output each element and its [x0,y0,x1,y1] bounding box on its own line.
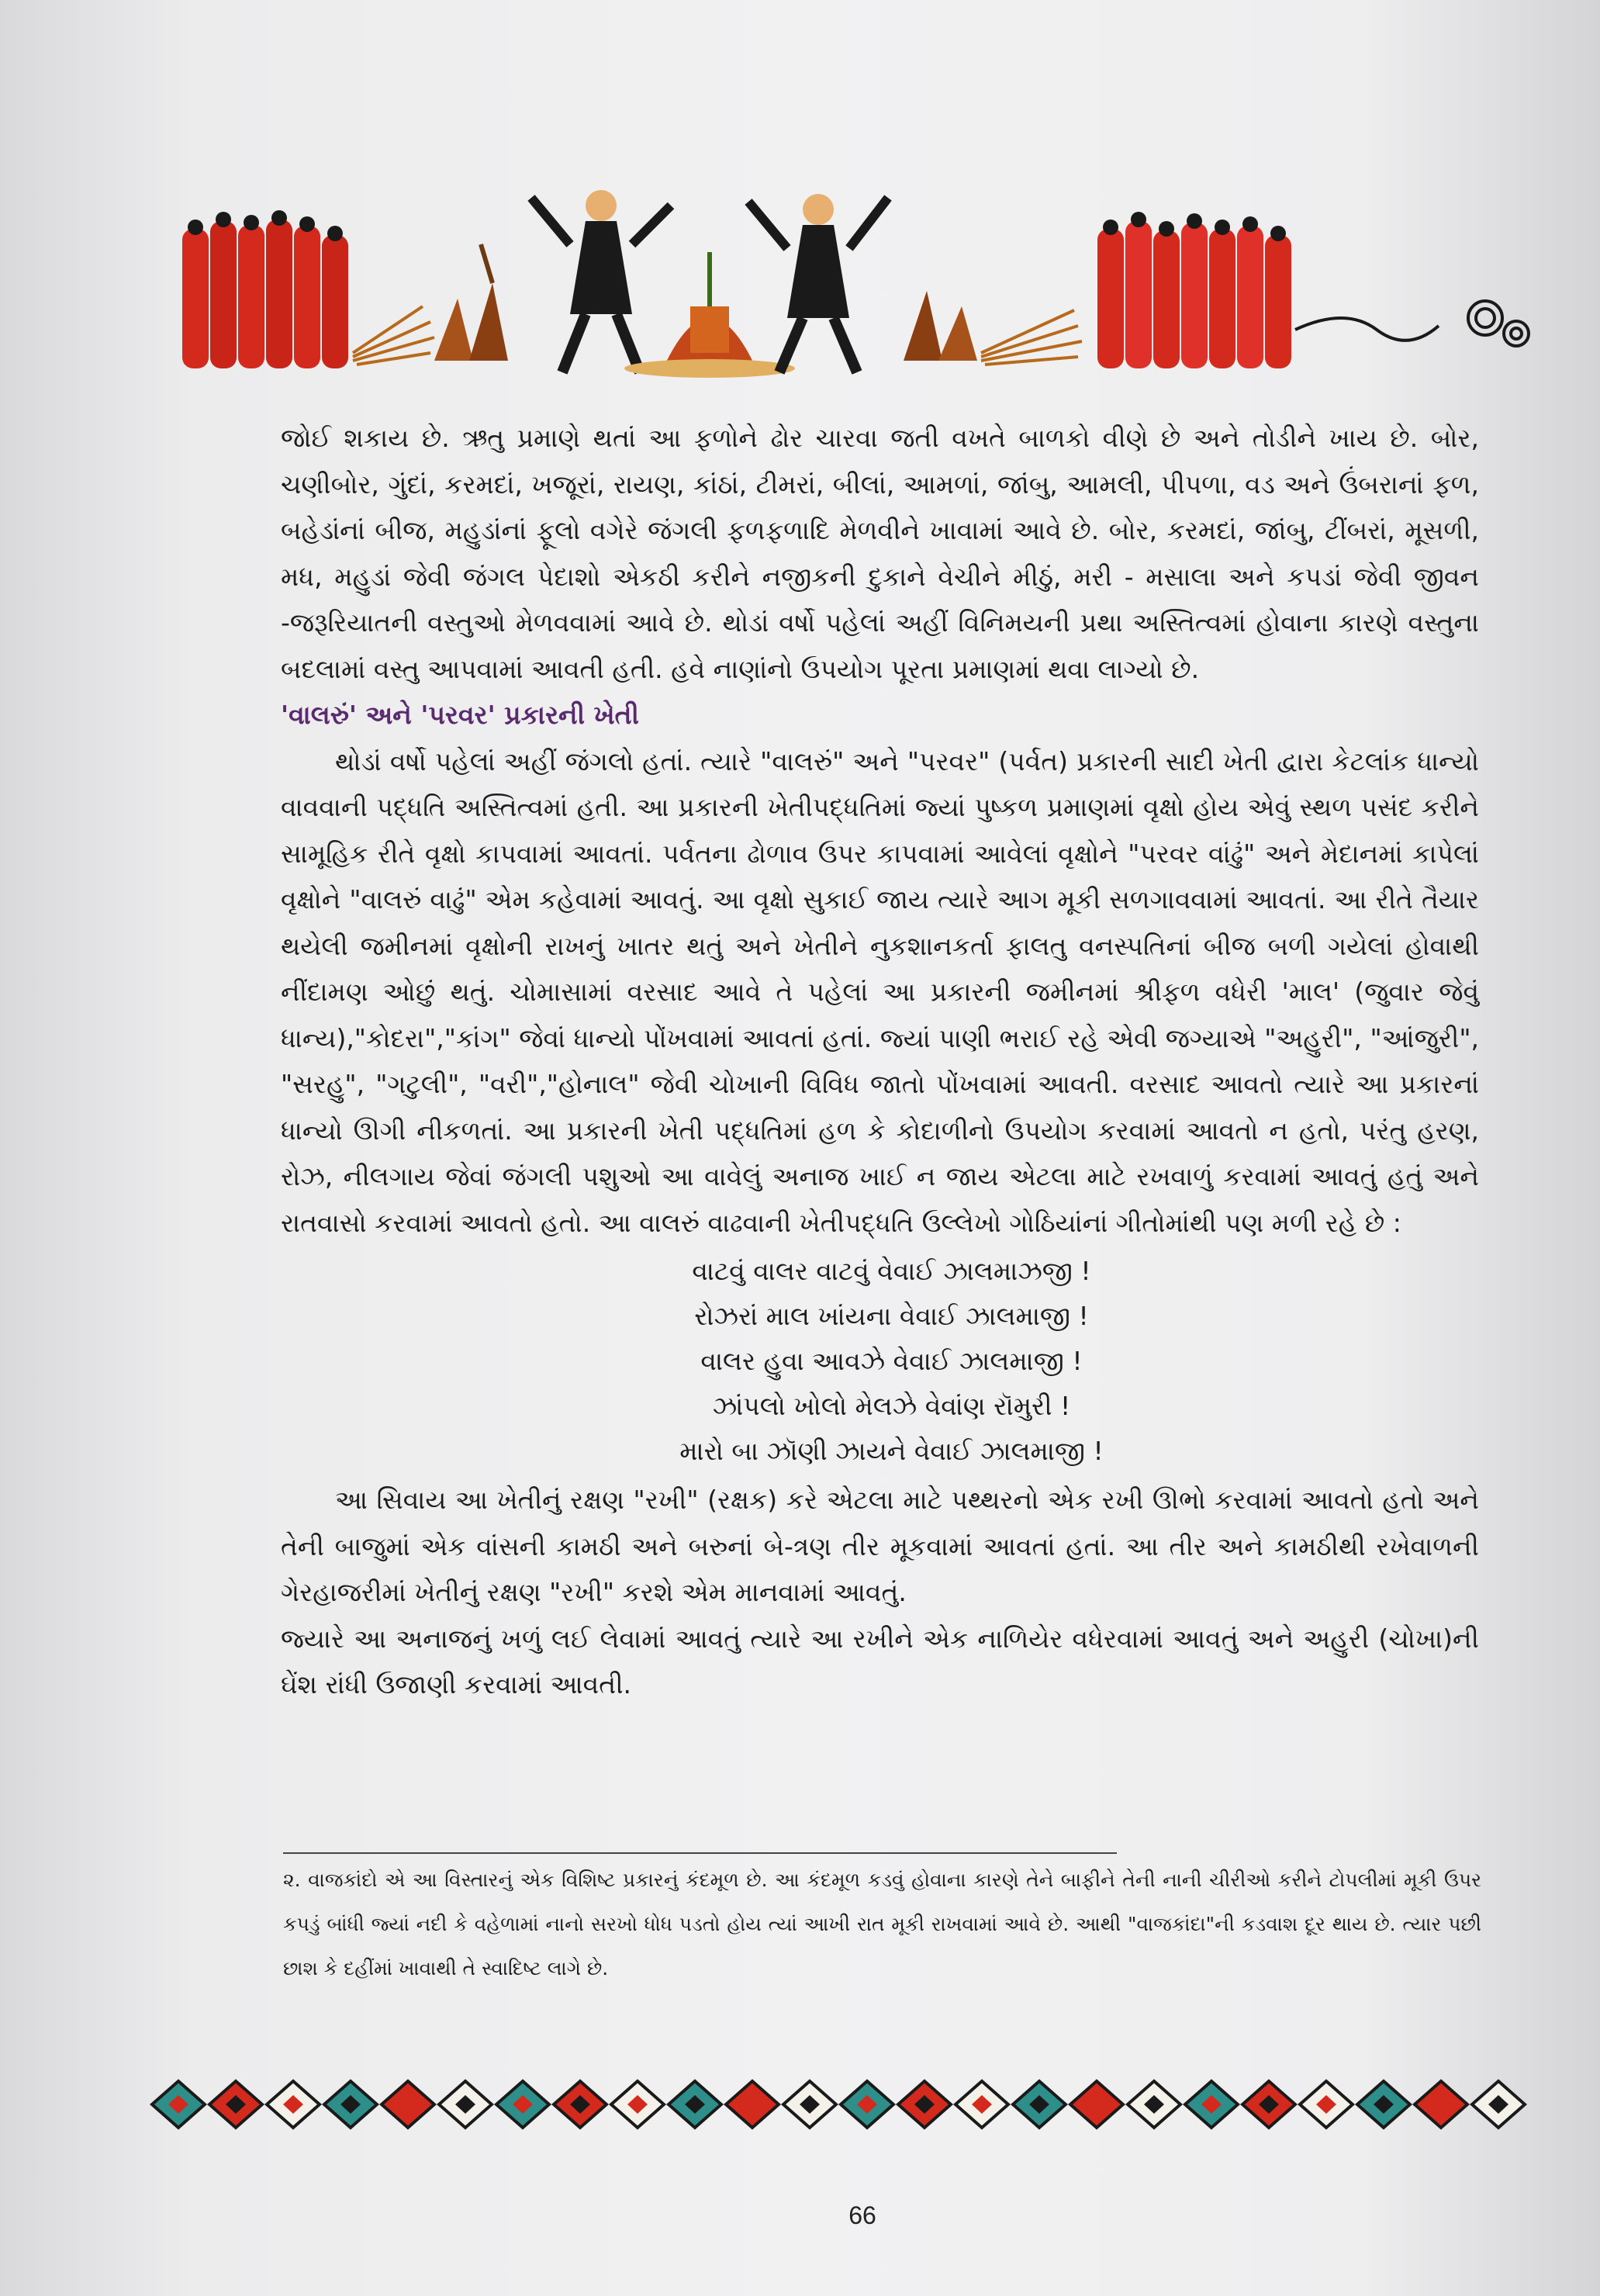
right-birds [904,291,977,361]
paragraph-4: જ્યારે આ અનાજનું ખળું લઈ લેવામાં આવતું ત્યારે આ રખીને એક નાળિયેર વધેરવામાં આવતું અને અહુરી (ચોખા)ની ઘેંશ રાંધી ઉજાણી કરવામાં આવતી. [281,1623,1479,1700]
bottom-decorative-border [147,2070,1551,2139]
song-line: વાલર હુવા આવઝે વેવાઈ ઝાલમાજી ! [700,1346,1083,1376]
left-grain-bundle [353,306,434,365]
spiral-ornament [1295,301,1529,346]
left-dancer [531,190,671,372]
footnote-divider [283,1852,1117,1854]
section-heading: 'વાલરું' અને 'પરવર' પ્રકારની ખેતી [281,700,639,730]
right-dancer [748,194,888,372]
header-warli-painting [167,175,1532,384]
left-animal-group [182,210,348,368]
paragraph-1: જોઈ શકાય છે. ઋતુ પ્રમાણે થતાં આ ફળોને ઢોર ચારવા જતી વખતે બાળકો વીણે છે અને તોડીને ખાય છે. બોર, ચણીબોર, ગુંદાં, કરમદાં, ખજૂરાં, રાયણ, કાંઠાં, ટીમરાં, બીલાં, આમળાં, જાંબુ, આમલી, પીપળા, વડ અને ઉંબરાનાં ફળ, બહેડાંનાં બીજ, મહુડાંનાં ફૂલો વગેરે જંગલી ફળફળાદિ મેળવીને ખાવામાં આવે છે. બોર, કરમદાં, જાંબુ, ટીંબરાં, મૂસળી, મધ, મહુડાં જેવી જંગલ પેદાશો એકઠી કરીને નજીકની દુકાને વેચીને મીઠું, મરી - મસાલા અને કપડાં જેવી જીવન -જરૂરિયાતની વસ્તુઓ મેળવવામાં આવે છે. થોડાં વર્ષો પહેલાં અહીં વિનિમયની પ્રથા અસ્તિત્વમાં હોવાના કારણે વસ્તુના બદલામાં વસ્તુ આપવામાં આવતી હતી. હવે નાણાંનો ઉપયોગ પૂરતા પ્રમાણમાં થવા લાગ્યો છે. [281,423,1479,684]
song-line: રોઝરાં માલ ખાંયના વેવાઈ ઝાલમાજી ! [694,1301,1089,1331]
left-birds [434,244,508,361]
right-animal-group [1097,212,1291,368]
article-body [281,415,1479,1708]
song-line: ઝાંપલો ખોલો મેલઝે વેવાંણ રૉમુરી ! [712,1391,1071,1421]
paragraph-3: આ સિવાય આ ખેતીનું રક્ષણ "રખી" (રક્ષક) કરે એટલા માટે પથ્થરનો એક રખી ઊભો કરવામાં આવતો હતો અને તેની બાજુમાં એક વાંસની કામઠી અને બરુનાં બે-ત્રણ તીર મૂકવામાં આવતાં હતાં. આ તીર અને કામઠીથી રખેવાળની ગેરહાજરીમાં ખેતીનું રક્ષણ "રખી" કરશે એમ માનવામાં આવતું. [281,1485,1479,1607]
page-number: 66 [848,2201,876,2229]
right-grain-bundle [981,310,1082,365]
paragraph-2: થોડાં વર્ષો પહેલાં અહીં જંગલો હતાં. ત્યારે "વાલરું" અને "પરવર" (પર્વત) પ્રકારની સાદી ખેતી દ્વારા કેટલાંક ધાન્યો વાવવાની પદ્ધતિ અસ્તિત્વમાં હતી. આ પ્રકારની ખેતીપદ્ધતિમાં જ્યાં પુષ્કળ પ્રમાણમાં વૃક્ષો હોય એવું સ્થળ પસંદ કરીને સામૂહિક રીતે વૃક્ષો કાપવામાં આવતાં. પર્વતના ઢોળાવ ઉપર કાપવામાં આવેલાં વૃક્ષોને "પરવર વાંઢું" અને મેદાનમાં કાપેલાં વૃક્ષોને "વાલરું વાઢું" એમ કહેવામાં આવતું. આ વૃક્ષો સુકાઈ જાય ત્યારે આગ મૂકી સળગાવવામાં આવતાં. આ રીતે તૈયાર થયેલી જમીનમાં વૃક્ષોની રાખનું ખાતર થતું અને ખેતીને નુકશાનકર્તા ફાલતુ વનસ્પતિનાં બીજ બળી ગયેલાં હોવાથી નીંદામણ ઓછું થતું. ચોમાસામાં વરસાદ આવે તે પહેલાં આ પ્રકારની જમીનમાં શ્રીફળ વધેરી 'માલ' (જુવાર જેવું ધાન્ય),"કોદરા","કાંગ" જેવાં ધાન્યો પોંખવામાં આવતાં હતાં. જ્યાં પાણી ભરાઈ રહે એવી જગ્યાએ "અહુરી", "આંજુરી", "સરહુ", "ગટુલી", "વરી","હોનાલ" જેવી ચોખાની વિવિધ જાતો પોંખવામાં આવતી. વરસાદ આવતો ત્યારે આ પ્રકારનાં ધાન્યો ઊગી નીકળતાં. આ પ્રકારની ખેતી પદ્ધતિમાં હળ કે કોદાળીનો ઉપયોગ કરવામાં આવતો ન હતો, પરંતુ હરણ, રોઝ, નીલગાય જેવાં જંગલી પશુઓ આ વાવેલું અનાજ ખાઈ ન જાય એટલા માટે રખવાળું કરવામાં આવતું હતું અને રાતવાસો કરવામાં આવતો હતો. આ વાલરું વાઢવાની ખેતીપદ્ધતિ ઉલ્લેખો ગોઠિયાંનાં ગીતોમાંથી પણ મળી રહે છે : [281,745,1479,1238]
footnote: ૨. વાજકાંદો એ આ વિસ્તારનું એક વિશિષ્ટ પ્રકારનું કંદમૂળ છે. આ કંદમૂળ કડવું હોવાના કારણે તેને બાફીને તેની નાની ચીરીઓ કરીને ટોપલીમાં મૂકી ઉપર કપડું બાંધી જ્યાં નદી કે વહેળામાં નાનો સરખો ધોધ પડતો હોય ત્યાં આખી રાત મૂકી રાખવામાં આવે છે. આથી "વાજકાંદા"ની કડવાશ દૂર થાય છે. ત્યાર પછી છાશ કે દહીંમાં ખાવાથી તે સ્વાદિષ્ટ લાગે છે. [283,1869,1481,1980]
center-offering [624,252,795,378]
song-line: વાટવું વાલર વાટવું વેવાઈ ઝાલમાઝજી ! [692,1256,1091,1286]
song-line: મારો બા ઝૉણી ઝાયને વેવાઈ ઝાલમાજી ! [679,1436,1104,1466]
song-verses [281,1249,1479,1474]
